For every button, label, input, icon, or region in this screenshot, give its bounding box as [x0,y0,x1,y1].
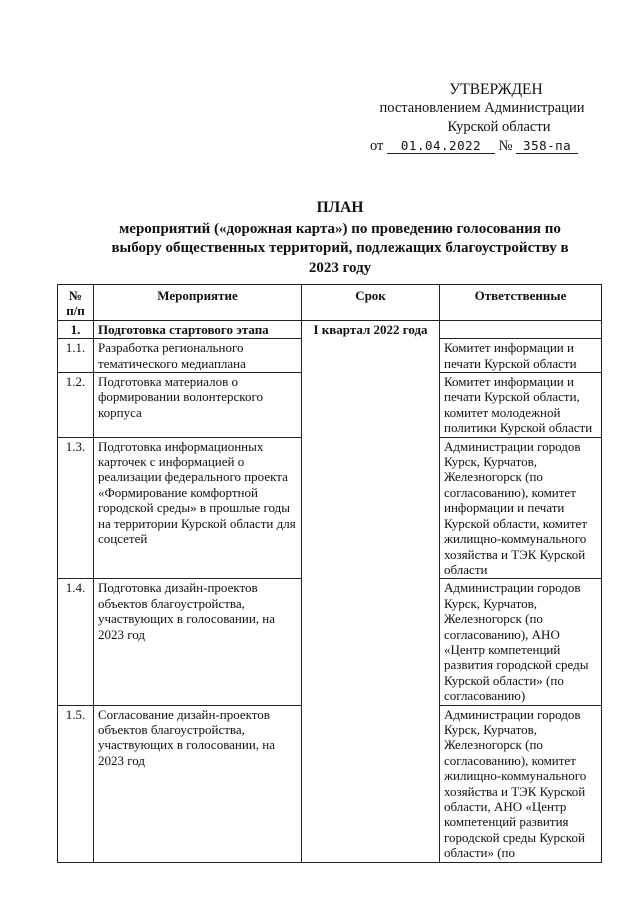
plan-table [57,284,602,863]
document-subtitle-line-1: мероприятий («дорожная карта») по проведению голосования по [119,220,561,237]
row-num: 1.3. [58,437,94,579]
section-term: I квартал 2022 года [302,320,440,862]
document-subtitle-line-2: выбору общественных территорий, подлежащих благоустройству в [111,240,569,256]
header-event: Мероприятие [94,285,302,321]
document-subtitle-line-3: 2023 году [308,259,372,276]
approval-date-line [362,137,602,156]
approval-stamp [362,80,602,156]
approval-line-1: постановлением Администрации [379,100,585,116]
approval-line-2: Курской области [447,119,551,135]
row-num: 1.4. [58,579,94,705]
row-event: Подготовка информационных карточек с информацией о реализации федерального проекта «Формирование комфортной городской среды» в прошлые годы на территории Курской области для соцсетей [94,437,302,579]
header-num: № п/п [58,285,94,321]
section-num: 1. [58,320,94,338]
approval-from-prefix: от [370,138,384,154]
row-event: Разработка регионального тематического медиаплана [94,339,302,373]
approval-number-prefix: № [498,138,513,154]
row-responsible: Комитет информации и печати Курской области, комитет молодежной политики Курской области [440,373,602,438]
row-responsible: Администрации городов Курск, Курчатов, Железногорск (по согласованию), комитет жилищно-коммунального хозяйства и ТЭК Курской области, АНО «Центр компетенций развития городской среды Курской области» (по [440,705,602,862]
document-title: ПЛАН [316,199,364,216]
document-title-block [70,198,610,278]
approval-number: 358-па [516,138,578,154]
approval-heading: УТВЕРЖДЕН [449,81,543,98]
section-event: Подготовка стартового этапа [94,320,302,338]
row-event: Подготовка материалов о формировании волонтерского корпуса [94,373,302,438]
section-row [58,320,602,338]
approval-date: 01.04.2022 [387,138,495,154]
header-responsible: Ответственные [440,285,602,321]
row-event: Согласование дизайн-проектов объектов благоустройства, участвующих в голосовании, на 2023 год [94,705,302,862]
row-responsible: Администрации городов Курск, Курчатов, Железногорск (по согласованию), АНО «Центр компетенций развития городской среды Курской области» (по согласованию) [440,579,602,705]
section-responsible-empty [440,320,602,338]
row-num: 1.2. [58,373,94,438]
row-num: 1.5. [58,705,94,862]
row-responsible: Администрации городов Курск, Курчатов, Железногорск (по согласованию), комитет информации и печати Курской области, комитет жилищно-коммунального хозяйства и ТЭК Курской области [440,437,602,579]
row-event: Подготовка дизайн-проектов объектов благоустройства, участвующих в голосовании, на 2023 год [94,579,302,705]
table-header-row [58,285,602,321]
row-responsible: Комитет информации и печати Курской области [440,339,602,373]
header-term: Срок [302,285,440,321]
row-num: 1.1. [58,339,94,373]
